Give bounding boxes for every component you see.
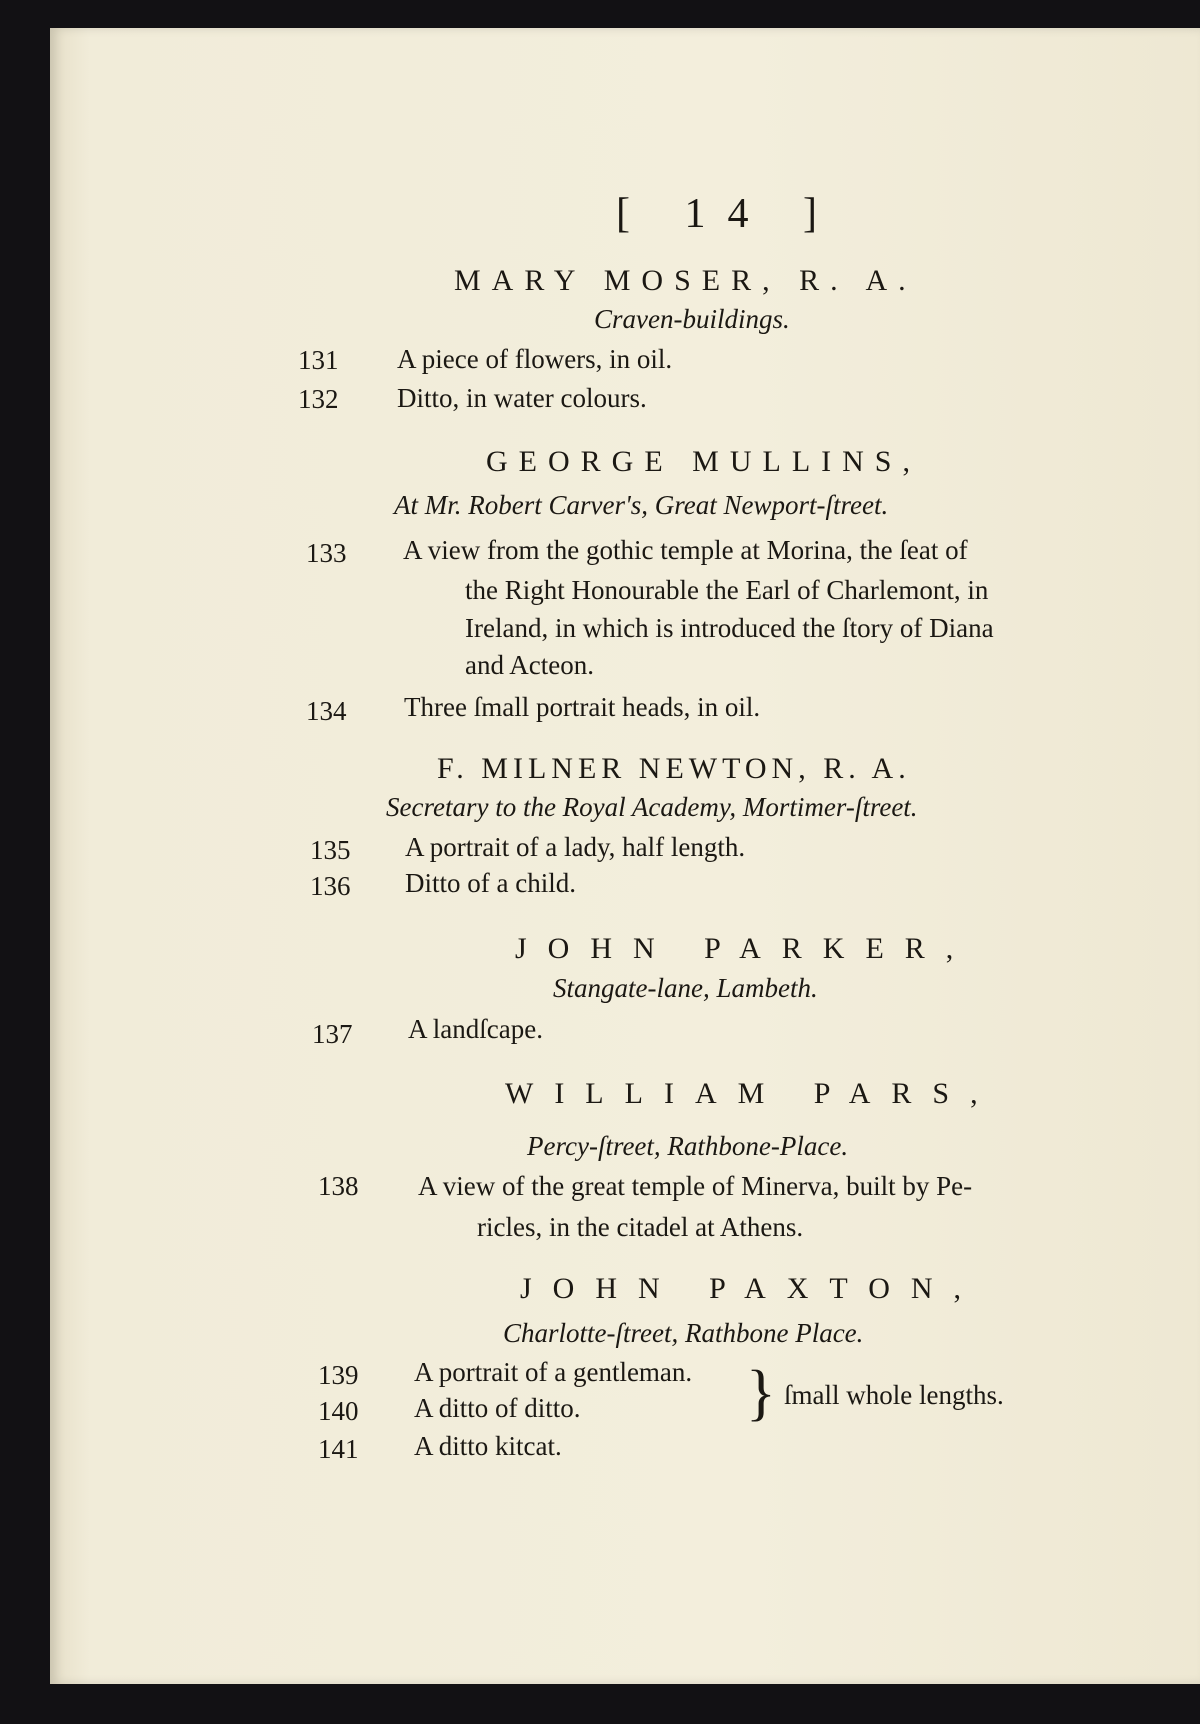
entry-number: 132	[298, 384, 339, 414]
artist-name: F. MILNER NEWTON, R. A.	[437, 752, 911, 785]
entry-number: 133	[306, 538, 347, 568]
artist-name: GEORGE MULLINS,	[486, 445, 921, 478]
entry-text: A portrait of a lady, half length.	[405, 832, 746, 862]
entry-text: A view of the great temple of Minerva, built by Pe-	[418, 1171, 973, 1201]
artist-address: At Mr. Robert Carver's, Great Newport-ſtreet.	[394, 490, 889, 520]
entry-text: A portrait of a gentleman.	[414, 1357, 693, 1387]
entry-text: A piece of flowers, in oil.	[397, 344, 673, 374]
entry-text: A view from the gothic temple at Morina, the ſeat of	[403, 535, 968, 565]
entry-number: 137	[312, 1019, 353, 1049]
entry-text: A landſcape.	[408, 1014, 543, 1044]
entry-number: 131	[298, 345, 339, 375]
entry-number: 136	[310, 871, 351, 901]
bracket-note: ſmall whole lengths.	[784, 1380, 1004, 1410]
entry-text: the Right Honourable the Earl of Charlemont, in	[465, 575, 989, 605]
entry-number: 135	[310, 835, 351, 865]
page-number: [ 14 ]	[616, 191, 839, 237]
entry-text: Three ſmall portrait heads, in oil.	[404, 692, 761, 722]
artist-name: MARY MOSER, R. A.	[454, 264, 917, 297]
entry-number: 140	[318, 1396, 359, 1426]
entry-text: ricles, in the citadel at Athens.	[477, 1212, 804, 1242]
entry-text: and Acteon.	[465, 650, 594, 680]
entry-text: Ireland, in which is introduced the ſtory of Diana	[465, 613, 994, 643]
entry-number: 139	[318, 1360, 359, 1390]
entry-text: Ditto, in water colours.	[397, 383, 647, 413]
artist-name: JOHN PARKER,	[515, 932, 975, 965]
entry-text: A ditto kitcat.	[414, 1431, 562, 1461]
entry-text: Ditto of a child.	[405, 868, 576, 898]
artist-address: Percy-ſtreet, Rathbone-Place.	[527, 1131, 849, 1161]
artist-address: Craven-buildings.	[594, 304, 790, 334]
entry-text: A ditto of ditto.	[414, 1393, 581, 1423]
artist-name: JOHN PAXTON,	[520, 1272, 983, 1305]
artist-address: Charlotte-ſtreet, Rathbone Place.	[503, 1318, 864, 1348]
entry-number: 141	[318, 1434, 359, 1464]
entry-number: 138	[318, 1171, 359, 1201]
bracket-brace: }	[746, 1359, 776, 1427]
entry-number: 134	[306, 696, 347, 726]
artist-name: WILLIAM PARS,	[505, 1077, 999, 1110]
artist-address: Secretary to the Royal Academy, Mortimer-ſtreet.	[386, 792, 918, 822]
artist-address: Stangate-lane, Lambeth.	[553, 973, 818, 1003]
